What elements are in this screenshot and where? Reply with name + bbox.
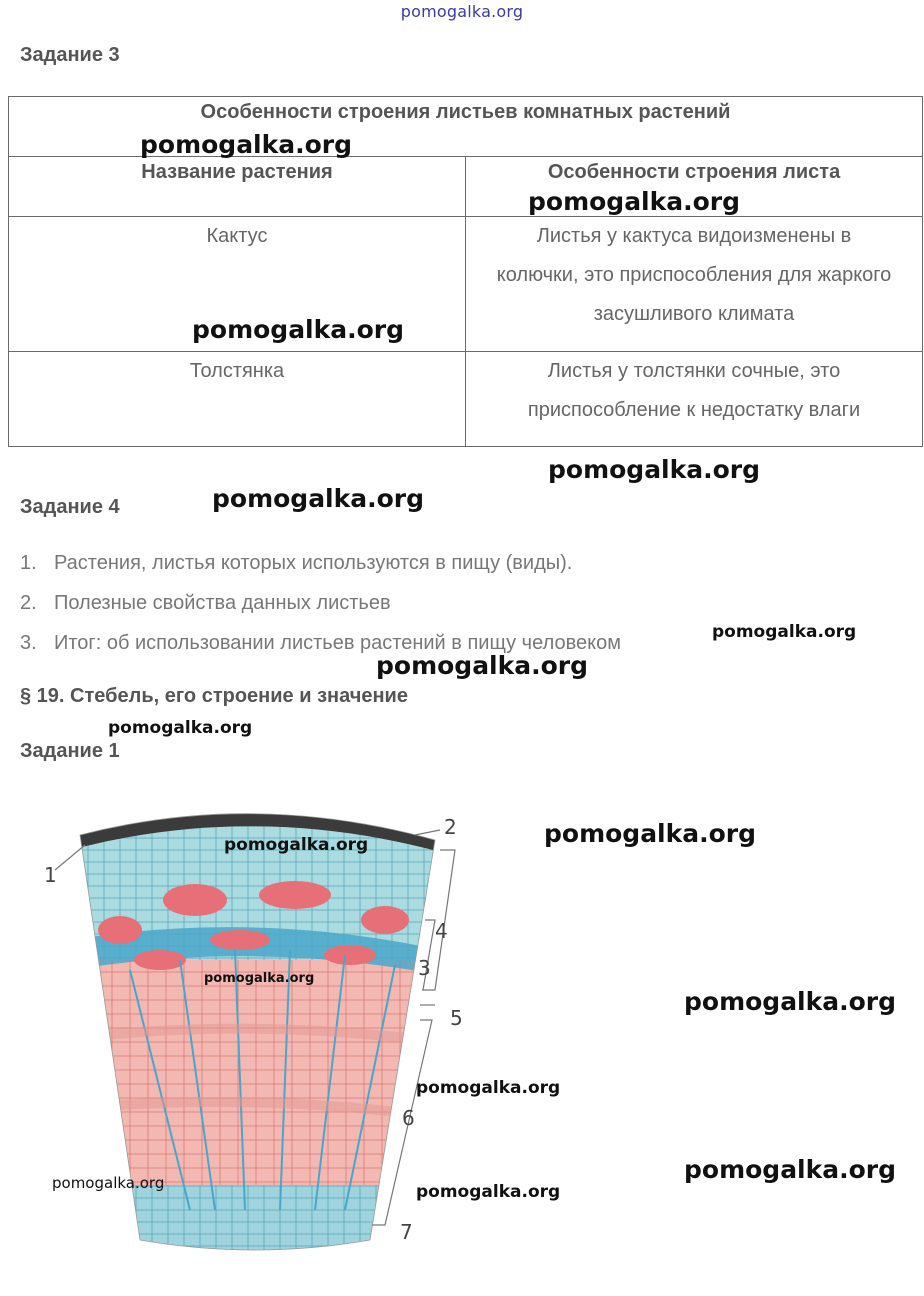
cell-features: Листья у кактуса видоизменены в колючки, это приспособления для жаркого засушливого климата bbox=[466, 217, 923, 352]
list-number: 2. bbox=[20, 592, 37, 614]
watermark: pomogalka.org bbox=[52, 1174, 165, 1192]
table-row bbox=[9, 217, 923, 352]
task4-heading: Задание 4 bbox=[20, 496, 120, 518]
watermark: pomogalka.org bbox=[712, 622, 857, 642]
cell-plant: Кактус bbox=[9, 217, 466, 352]
table-caption: Особенности строения листьев комнатных растений bbox=[9, 97, 923, 157]
watermark: pomogalka.org bbox=[544, 819, 757, 848]
table-row bbox=[9, 352, 923, 447]
section19-task1-heading: Задание 1 bbox=[20, 740, 120, 762]
diagram-label-4: 4 bbox=[435, 919, 448, 943]
task3-heading: Задание 3 bbox=[20, 44, 120, 66]
watermark: pomogalka.org bbox=[108, 718, 253, 738]
watermark: pomogalka.org bbox=[416, 1078, 561, 1098]
watermark: pomogalka.org bbox=[192, 315, 405, 344]
column-header-plant: Название растения bbox=[9, 157, 466, 217]
column-header-features: Особенности строения листа bbox=[466, 157, 923, 217]
top-site-link[interactable]: pomogalka.org bbox=[400, 2, 524, 21]
watermark: pomogalka.org bbox=[212, 484, 425, 513]
watermark: pomogalka.org bbox=[528, 187, 741, 216]
watermark: pomogalka.org bbox=[376, 651, 589, 680]
task4-list bbox=[20, 545, 621, 665]
list-item bbox=[20, 585, 621, 625]
list-number: 1. bbox=[20, 552, 37, 574]
watermark: pomogalka.org bbox=[416, 1182, 561, 1202]
list-text: Растения, листья которых используются в пищу (виды). bbox=[54, 552, 573, 574]
diagram-label-3: 3 bbox=[418, 956, 431, 980]
cell-features: Листья у толстянки сочные, это приспособление к недостатку влаги bbox=[466, 352, 923, 447]
watermark: pomogalka.org bbox=[224, 835, 369, 855]
list-text: Полезные свойства данных листьев bbox=[54, 592, 391, 614]
watermark: pomogalka.org bbox=[684, 987, 897, 1016]
watermark: pomogalka.org bbox=[140, 130, 353, 159]
list-text: Итог: об использовании листьев растений в пищу человеком bbox=[54, 632, 621, 654]
watermark: pomogalka.org bbox=[684, 1155, 897, 1184]
list-number: 3. bbox=[20, 632, 37, 654]
list-item bbox=[20, 545, 621, 585]
diagram-label-5: 5 bbox=[450, 1006, 463, 1030]
diagram-label-1: 1 bbox=[44, 863, 57, 887]
diagram-label-6: 6 bbox=[402, 1106, 415, 1130]
diagram-label-2: 2 bbox=[444, 815, 457, 839]
watermark: pomogalka.org bbox=[204, 971, 315, 986]
watermark: pomogalka.org bbox=[548, 455, 761, 484]
cell-plant: Толстянка bbox=[9, 352, 466, 447]
section19-heading: § 19. Стебель, его строение и значение bbox=[20, 685, 408, 707]
diagram-label-7: 7 bbox=[400, 1220, 413, 1244]
